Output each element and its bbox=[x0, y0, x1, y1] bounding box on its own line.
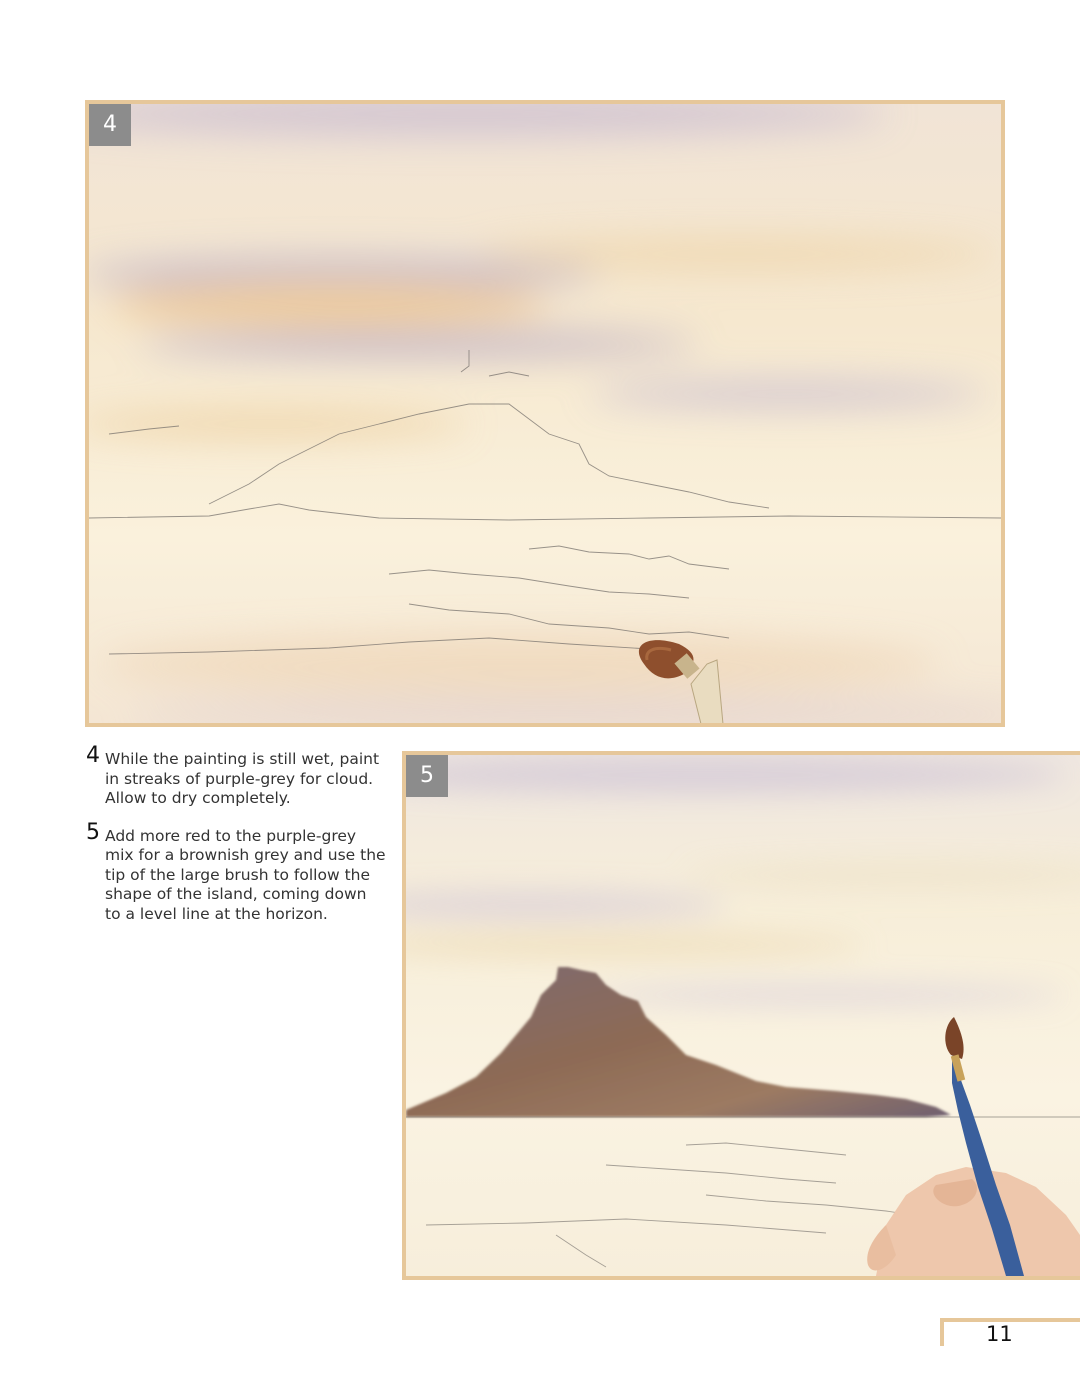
step-4-photo bbox=[85, 100, 1005, 727]
step-instructions bbox=[86, 743, 386, 924]
step-badge: 4 bbox=[89, 104, 131, 146]
page-number: 11 bbox=[986, 1322, 1013, 1346]
step-5-photo bbox=[402, 751, 1080, 1280]
step-text: Add more red to the purple-grey mix for a brownish grey and use the tip of the large brush to follow the shape of the island, coming down to a level line at the horizon. bbox=[105, 826, 386, 923]
step-5-instruction bbox=[86, 819, 386, 925]
step-4-instruction bbox=[86, 743, 386, 809]
step-badge: 5 bbox=[406, 755, 448, 797]
watercolor-sky-painting bbox=[89, 104, 1001, 723]
step-number: 5 bbox=[86, 819, 100, 845]
step-number: 4 bbox=[86, 743, 100, 768]
watercolor-island-painting bbox=[406, 755, 1080, 1276]
step-text: While the painting is still wet, paint in streaks of purple-grey for cloud. Allow to dry completely. bbox=[105, 750, 380, 807]
